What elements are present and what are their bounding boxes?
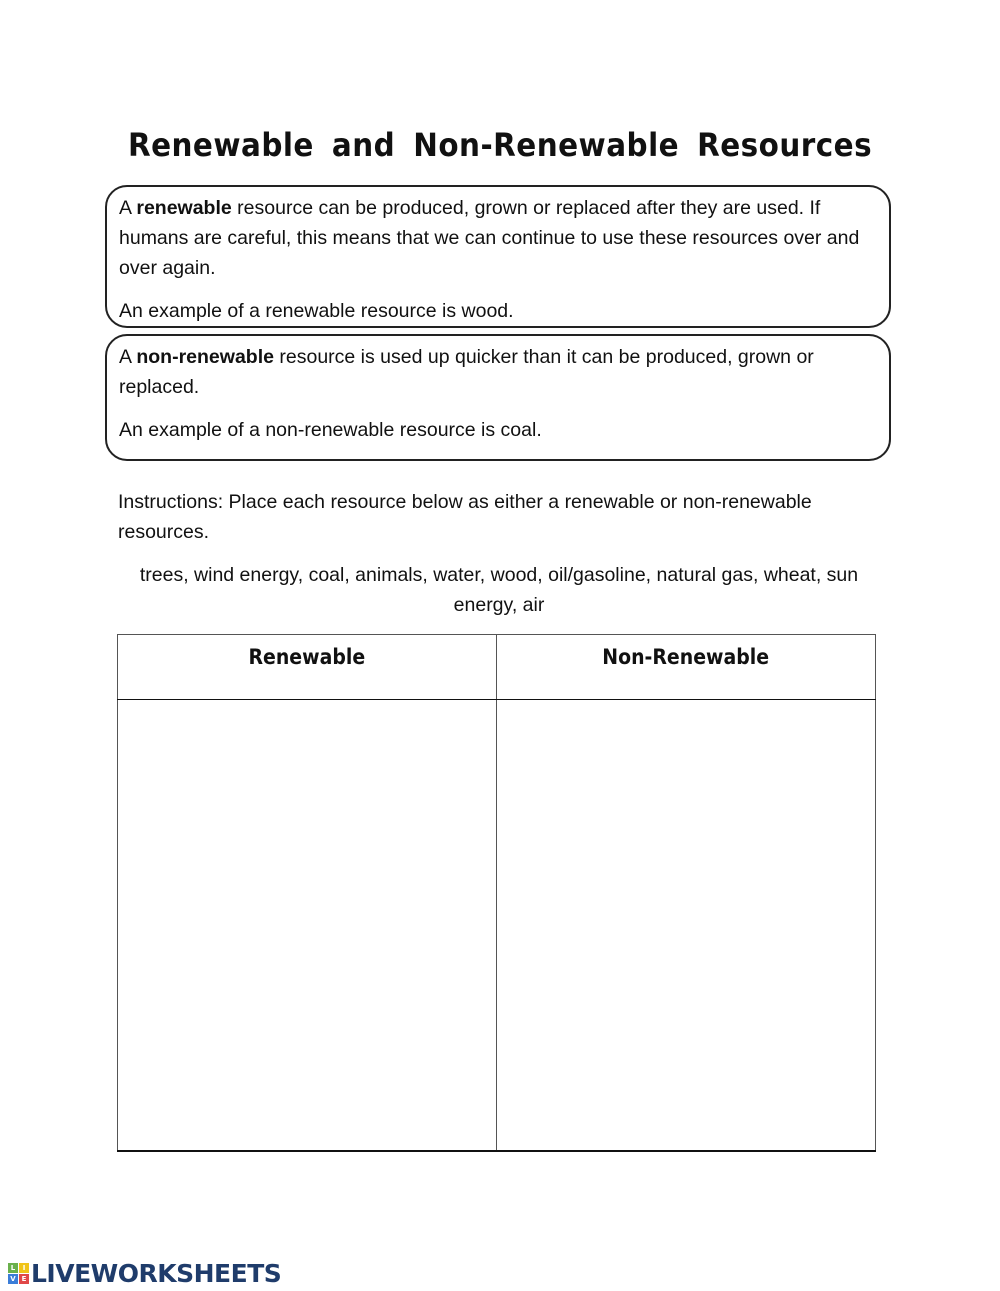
definition-text: resource can be produced, grown or replaced after they are used. If humans are careful, this means that we can continue to use these resources over and over again. [119,197,860,279]
instructions: Instructions: Place each resource below as either a renewable or non-renewable resources. [118,491,812,543]
definition-term: non-renewable [136,346,274,368]
table-row [118,700,876,1152]
nonrenewable-example: An example of a non-renewable resource is coal. [119,419,542,441]
nonrenewable-drop-zone[interactable] [497,700,876,1152]
renewable-drop-zone[interactable] [118,700,497,1152]
nonrenewable-definition [119,342,877,402]
header-nonrenewable-label: Non-Renewable [602,645,770,669]
header-nonrenewable [497,635,876,700]
logo-letter-i: I [19,1263,29,1273]
definition-term: renewable [136,197,232,219]
definition-prefix: A [119,197,137,219]
page-title: Renewable and Non-Renewable Resources [127,126,873,164]
logo-letter-e: E [19,1274,29,1284]
logo-letter-l: L [8,1263,18,1273]
logo-brand-text: LIVEWORKSHEETS [31,1259,282,1288]
table-header-row [118,635,876,700]
nonrenewable-definition-box [105,334,891,461]
sorting-table [117,634,876,1152]
renewable-example: An example of a renewable resource is wood. [119,300,514,322]
definition-prefix: A [119,346,137,368]
logo-icon [8,1263,29,1284]
resource-list: trees, wind energy, coal, animals, water, wood, oil/gasoline, natural gas, wheat, sun energy, air [139,564,859,616]
liveworksheets-logo[interactable] [8,1259,281,1288]
renewable-definition [119,193,877,283]
renewable-definition-box [105,185,891,328]
header-renewable [118,635,497,700]
header-renewable-label: Renewable [248,645,366,669]
definition-text: resource is used up quicker than it can be produced, grown or replaced. [119,346,814,398]
logo-letter-v: V [8,1274,18,1284]
